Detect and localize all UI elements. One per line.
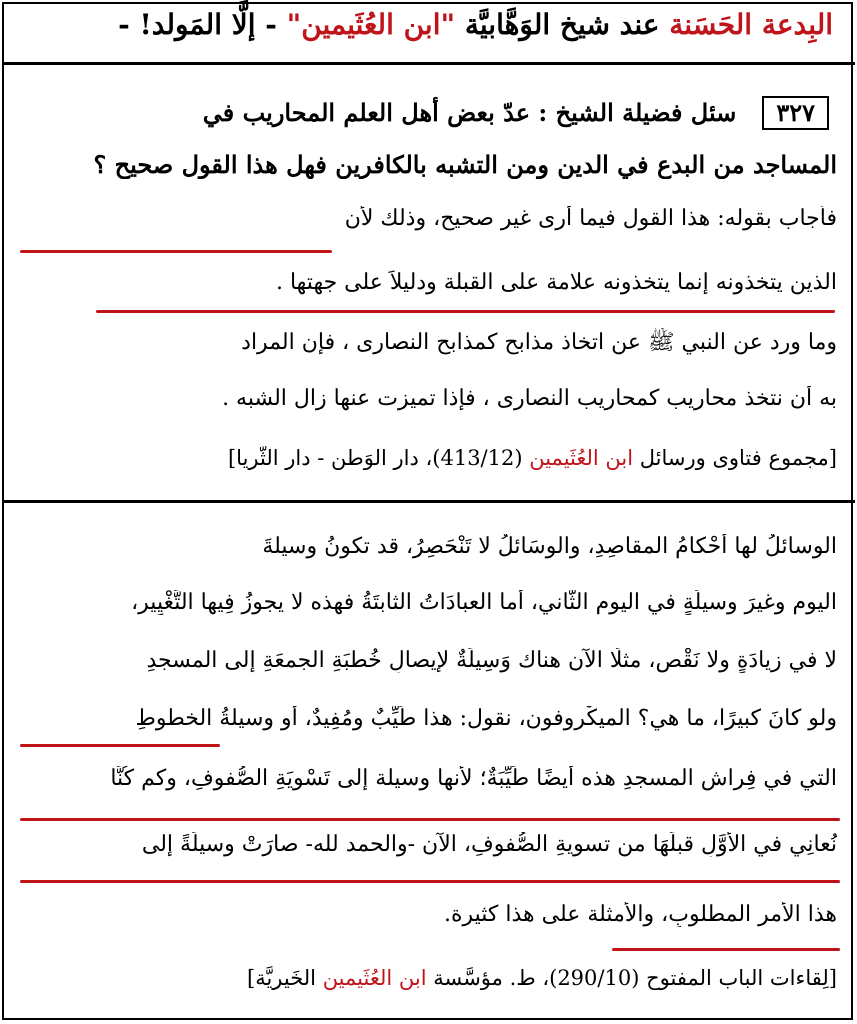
liqaat-citation-end: الخَيريَّة]: [247, 966, 323, 990]
fatwa-answer-line-4: به أن نتخذ محاريب كمحاريب النصارى ، فإذا تميزت عنها زال الشبه .: [222, 386, 837, 411]
underline-liqaat-5: [20, 818, 840, 821]
citation-author: ابن العُثَيمين: [529, 446, 634, 470]
liqaat-citation-start: [لِقاءات الباب المفتوح (290/10)، ط. مؤسَّسة: [426, 966, 837, 990]
fatwa-number-box: ٣٢٧: [762, 96, 829, 130]
underline-liqaat-4: [20, 744, 220, 747]
underline-liqaat-7: [612, 948, 840, 951]
liqaat-line-3: لا في زيادَةٍ ولا نَقْصٍ، مثلًا الآن هناك وَسِيلَةٌ لإيصالِ خُطبَةِ الجمعَةِ إلى المسجدِ: [146, 648, 837, 673]
liqaat-line-1: الوسائلُ لها أحْكامُ المقاصِدِ، والوسَائلُ لا تَنْحَصِرُ، قد تكونُ وسيلةَ: [262, 534, 837, 559]
fatwa-question-line-2: المساجد من البدع في الدين ومن التشبه بالكافرين فهل هذا القول صحيح ؟: [93, 150, 837, 179]
liqaat-citation-author: ابن العُثَيمين: [322, 966, 427, 990]
underline-answer-1: [20, 250, 332, 253]
liqaat-line-2: اليوم وغيرَ وسيلَةٍ في اليومِ الثَّاني، أما العبادَاتُ الثابتَةُ فهذه لا يجوزُ فِيها التَّغْيِير،: [131, 590, 837, 615]
liqaat-line-7: هذا الأمرِ المطلوبِ، والأمثلة على هذا كثيرة.: [443, 902, 837, 927]
page-title: [20, 8, 833, 41]
fatwa-answer-line-3: وما ورد عن النبي ﷺ عن اتخاذ مذابح كمذابح النصارى ، فإن المراد: [241, 330, 837, 355]
fatwa-answer-line-2: الذين يتخذونه إنما يتخذونه علامة على القبلة ودليلاً على جهتها .: [275, 270, 837, 295]
liqaat-line-4: ولو كانَ كبيرًا، ما هي؟ الميكْروفون، نقول: هذا طَيِّبٌ ومُفِيدٌ، أو وسيلةُ الخطوطِ: [135, 706, 837, 731]
fatwa-question-line-1: [20, 96, 829, 130]
citation-text-end: (413/12)، دار الوَطن - دار الثُّريا]: [227, 446, 530, 470]
fatwa-citation: [20, 446, 837, 470]
liqaat-line-5: التي في فِراشِ المسجدِ هذه أيضًا طَيِّبَةٌ؛ لأنها وسيلة إلى تَسْوِيَةِ الصُّفوفِ، وكم كُنَّا: [110, 766, 837, 791]
liqaat-line-6: نُعانِي في الأوَّلِ قبلَهَا من تسويةِ الصُّفوفِ، الآن -والحمد لله- صارَتْ وسيلَةً إلى: [141, 832, 837, 857]
title-part-bida: البِدعة الحَسَنة: [669, 8, 833, 41]
section-divider: [2, 500, 855, 503]
fatwa-answer-line-1: فأجاب بقوله: هذا القول فيما أرى غير صحيح، وذلك لأن: [344, 206, 837, 231]
title-part-author: "ابن العُثَيمين": [286, 8, 456, 41]
title-part-middle: عند شيخ الوَهَّابيَّة: [455, 8, 670, 41]
liqaat-citation: [20, 966, 837, 990]
citation-text-start: [مجموع فتاوى ورسائل: [633, 446, 837, 470]
underline-answer-2: [96, 310, 835, 313]
title-part-end: - إلَّا المَولد! -: [118, 8, 287, 41]
title-divider: [2, 62, 855, 65]
question-text-1: سئل فضيلة الشيخ : عدّ بعض أهل العلم المحاريب في: [202, 98, 737, 127]
underline-liqaat-6: [20, 880, 840, 883]
